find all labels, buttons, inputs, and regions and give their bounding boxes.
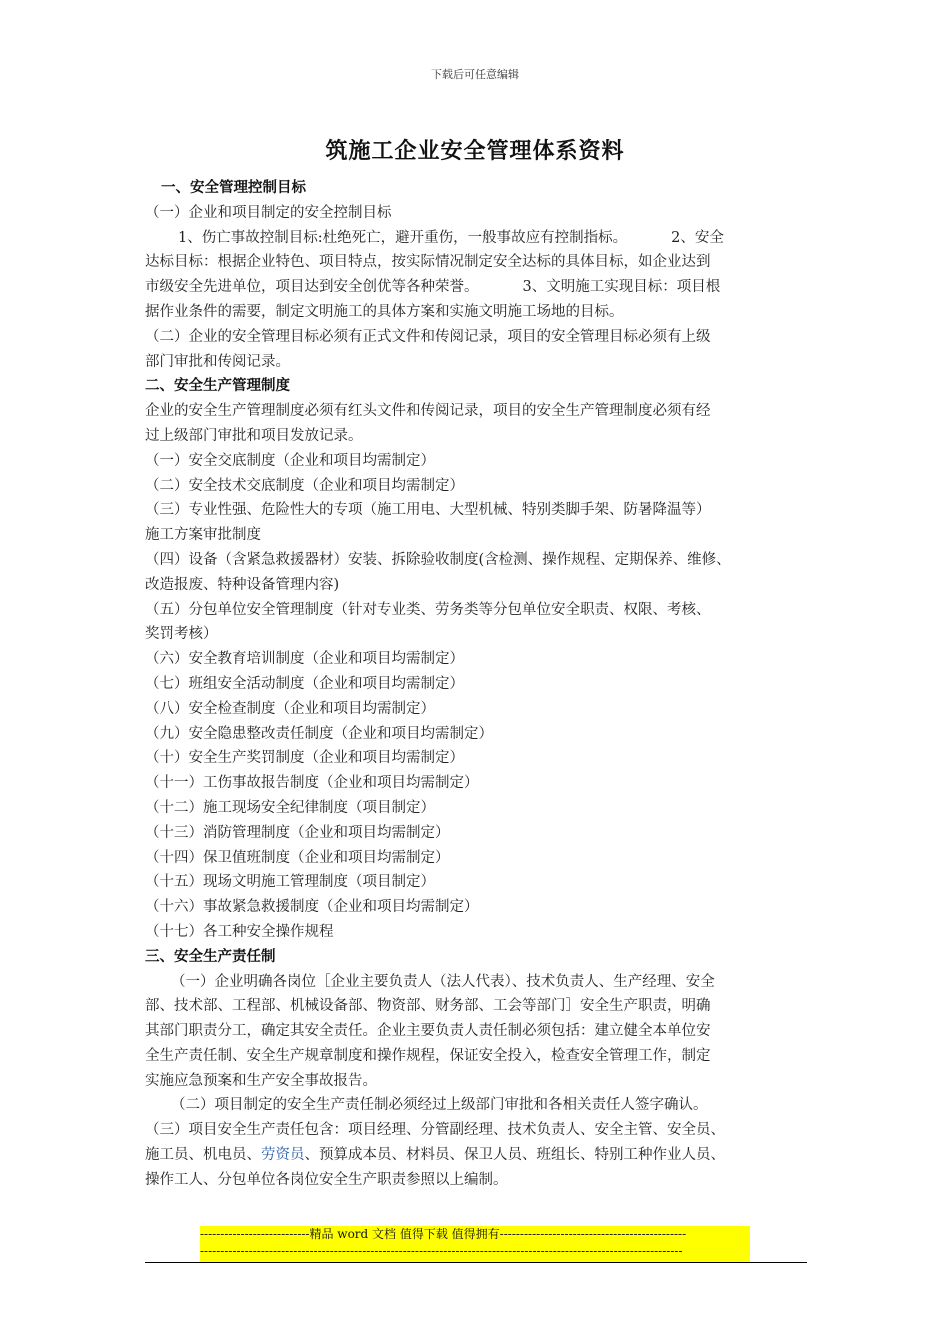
text-span: 市级安全先进单位，项目达到安全创优等各种荣誉。 [145,279,479,296]
paragraph-line: 实施应急预案和生产安全事故报告。 [145,1072,377,1089]
list-item: （十）安全生产奖罚制度（企业和项目均需制定） [145,750,464,767]
header-note: 下载后可任意编辑 [431,68,519,81]
paragraph-line: 其部门职责分工，确定其安全责任。企业主要负责人责任制必须包括：建立健全本单位安 [145,1023,711,1040]
list-item: （四）设备（含紧急救援器材）安装、拆除验收制度(含检测、操作规程、定期保养、维修、 [145,551,731,568]
text-span: 3、文明施工实现目标：项目根 [522,279,721,296]
list-item: （二）安全技术交底制度（企业和项目均需制定） [145,477,464,494]
list-item: （三）专业性强、危险性大的专项（施工用电、大型机械、特别类脚手架、防暑降温等） [145,502,711,519]
list-item: 改造报废、特种设备管理内容) [145,576,340,593]
section-heading-1: 一、安全管理控制目标 [161,180,306,196]
paragraph-line [145,226,815,251]
section-heading-3: 三、安全生产责任制 [145,948,276,965]
footer-divider [145,1262,807,1263]
list-item: （一）安全交底制度（企业和项目均需制定） [145,452,435,469]
document-title: 筑施工企业安全管理体系资料 [325,139,625,164]
text-span: 施工员、机电员、 [145,1147,261,1164]
list-item: （十一）工伤事故报告制度（企业和项目均需制定） [145,775,479,792]
list-item: （七）班组安全活动制度（企业和项目均需制定） [145,675,464,692]
paragraph-line: （三）项目安全生产责任包含：项目经理、分管副经理、技术负责人、安全主管、安全员、 [145,1122,725,1139]
paragraph-line: 部、技术部、工程部、机械设备部、物资部、财务部、工会等部门］安全生产职责，明确 [145,998,711,1015]
section-heading-2: 二、安全生产管理制度 [145,378,290,395]
text-span: 2、安全 [671,229,724,246]
list-item: （十三）消防管理制度（企业和项目均需制定） [145,824,450,841]
list-item: （九）安全隐患整改责任制度（企业和项目均需制定） [145,725,493,742]
paragraph-line: （一）企业明确各岗位［企业主要负责人（法人代表）、技术负责人、生产经理、安全 [171,973,715,990]
document-body [145,176,815,1193]
paragraph-line: （一）企业和项目制定的安全控制目标 [145,204,392,221]
paragraph-line: 全生产责任制、安全生产规章制度和操作规程，保证安全投入，检查安全管理工作，制定 [145,1047,711,1064]
list-item: 施工方案审批制度 [145,527,261,544]
list-item: （十七）各工种安全操作规程 [145,923,334,940]
paragraph-line: 企业的安全生产管理制度必须有红头文件和传阅记录，项目的安全生产管理制度必须有经 [145,403,711,420]
paragraph-line: 据作业条件的需要，制定文明施工的具体方案和实施文明施工场地的目标。 [145,303,624,320]
list-item: （十二）施工现场安全纪律制度（项目制定） [145,799,435,816]
list-item: （五）分包单位安全管理制度（针对专业类、劳务类等分包单位安全职责、权限、考核、 [145,601,711,618]
paragraph-line: 达标目标：根据企业特色、项目特点，按实际情况制定安全达标的具体目标，如企业达到 [145,254,711,271]
paragraph-line: （二）企业的安全管理目标必须有正式文件和传阅记录，项目的安全管理目标必须有上级 [145,328,711,345]
paragraph-line [145,1143,815,1168]
list-item: （六）安全教育培训制度（企业和项目均需制定） [145,651,464,668]
list-item: （十六）事故紧急救援制度（企业和项目均需制定） [145,899,479,916]
paragraph-line: 操作工人、分包单位各岗位安全生产职责参照以上编制。 [145,1171,508,1188]
text-span: 1、伤亡事故控制目标:杜绝死亡，避开重伤，一般事故应有控制指标。 [178,229,628,246]
list-item: （八）安全检查制度（企业和项目均需制定） [145,700,435,717]
footer-banner [200,1226,750,1262]
paragraph-line: 过上级部门审批和项目发放记录。 [145,427,363,444]
labor-staff-link[interactable]: 劳资员 [261,1147,305,1164]
footer-line-1: ---------------------------精品 word 文档 值得下载 值得拥有---------------------------------------------- [200,1227,687,1241]
paragraph-line: （二）项目制定的安全生产责任制必须经过上级部门审批和各相关责任人签字确认。 [171,1097,708,1114]
paragraph-line [145,275,815,300]
paragraph-line: 部门审批和传阅记录。 [145,353,290,370]
footer-line-2: ----------------------------------------------------------------------------------------------------------------------- [200,1244,683,1258]
text-span: 、预算成本员、材料员、保卫人员、班组长、特别工种作业人员、 [304,1147,725,1164]
list-item: （十四）保卫值班制度（企业和项目均需制定） [145,849,450,866]
list-item: （十五）现场文明施工管理制度（项目制定） [145,874,435,891]
list-item: 奖罚考核） [145,626,218,643]
